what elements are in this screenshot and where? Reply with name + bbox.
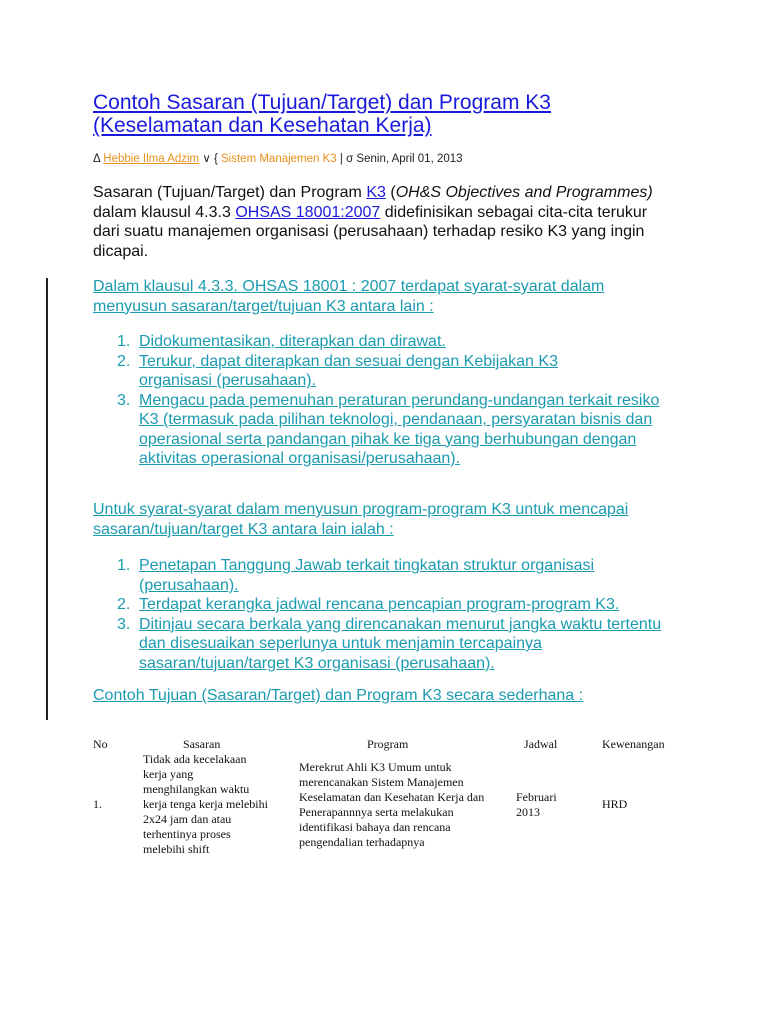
cell-kewenangan: HRD: [602, 797, 628, 811]
k3-program-table: [93, 737, 682, 857]
list-number: 2.: [117, 352, 131, 370]
intro-text-1: Sasaran (Tujuan/Target) dan Program: [93, 184, 367, 201]
list-number: 3.: [117, 391, 131, 409]
intro-text-4: didefinisikan sebagai cita-cita terukur dari suatu manajemen organisasi (perusahaan) terhadap resiko K3 yang ingin dicapai.: [93, 203, 648, 260]
list-number: 2.: [117, 596, 131, 613]
list-item[interactable]: [93, 391, 683, 469]
author-link[interactable]: Hebbie Ilma Adzim: [103, 153, 200, 165]
list-item-text: Penetapan Tanggung Jawab terkait tingkatan struktur organisasi (perusahaan).: [139, 557, 595, 594]
date-icon: σ: [346, 153, 354, 165]
section1-list: [93, 332, 683, 469]
col-header-no: No: [93, 737, 108, 751]
list-item-text: Didokumentasikan, diterapkan dan dirawat.: [139, 333, 446, 350]
intro-text-2: (: [385, 184, 396, 201]
list-item[interactable]: [93, 615, 683, 674]
list-item[interactable]: [93, 332, 683, 352]
cell-jadwal-text: Februari 2013: [516, 789, 557, 819]
cell-program: [299, 752, 516, 857]
cell-program-text: Merekrut Ahli K3 Umum untuk merencanakan Sistem Manajemen Keselamatan dan Kesehatan Kerja dan Penerapannnya serta melakukan identifikasi bahaya dan rencana pengendalian terhadapnya: [299, 759, 485, 849]
category-icon: ∨ {: [202, 153, 218, 165]
list-item-text: Terdapat kerangka jadwal rencana pencapian program-program K3.: [139, 596, 620, 613]
category-link[interactable]: Sistem Manajemen K3: [221, 153, 337, 165]
list-item[interactable]: [93, 556, 683, 595]
meta-separator: |: [339, 153, 343, 165]
section2-heading[interactable]: Untuk syarat-syarat dalam menyusun program-program K3 untuk mencapai sasaran/tujuan/target K3 antara lain ialah :: [93, 501, 629, 538]
col-header-kewenangan: Kewenangan: [602, 737, 665, 751]
intro-italic: OH&S Objectives and Programmes): [395, 184, 653, 201]
list-item-text: Ditinjau secara berkala yang direncanakan menurut jangka waktu tertentu dan disesuaikan seperlunya untuk menjamin tercapainya sasaran/tujuan/target K3 organisasi (perusahaan).: [139, 615, 662, 672]
intro-paragraph: [93, 183, 653, 261]
post-date: Senin, April 01, 2013: [356, 153, 463, 165]
section2-list: [93, 556, 683, 673]
k3-link[interactable]: K3: [366, 184, 386, 201]
cell-no: 1.: [93, 797, 102, 811]
table-row: [93, 752, 682, 857]
author-icon: Δ: [93, 153, 101, 165]
col-header-program: Program: [367, 737, 409, 751]
section3-heading[interactable]: Contoh Tujuan (Sasaran/Target) dan Program K3 secara sederhana :: [93, 687, 584, 704]
intro-text-3: dalam klausul 4.3.3: [93, 203, 236, 221]
article-title[interactable]: Contoh Sasaran (Tujuan/Target) dan Program K3 (Keselamatan dan Kesehatan Kerja): [93, 91, 551, 137]
cell-jadwal: [516, 752, 602, 857]
left-margin-bar: [46, 278, 48, 720]
list-item-text: Terukur, dapat diterapkan dan sesuai dengan Kebijakan K3 organisasi (perusahaan).: [139, 352, 558, 389]
list-item[interactable]: [93, 595, 683, 615]
cell-sasaran: [143, 752, 299, 857]
table-header-row: [93, 737, 682, 752]
section1-heading[interactable]: Dalam klausul 4.3.3. OHSAS 18001 : 2007 terdapat syarat-syarat dalam menyusun sasaran/target/tujuan K3 antara lain :: [93, 278, 605, 315]
ohsas-link[interactable]: OHSAS 18001:2007: [235, 203, 381, 221]
post-meta: [93, 151, 463, 165]
cell-sasaran-text: Tidak ada kecelakaan kerja yang menghilangkan waktu kerja tenga kerja melebihi 2x24 jam dan atau terhentinya proses melebihi shift: [143, 752, 268, 856]
list-number: 1.: [117, 333, 131, 350]
list-number: 3.: [117, 615, 131, 633]
col-header-sasaran: Sasaran: [183, 737, 221, 751]
list-number: 1.: [117, 557, 131, 574]
col-header-jadwal: Jadwal: [524, 737, 558, 751]
list-item[interactable]: [93, 352, 683, 391]
list-item-text: Mengacu pada pemenuhan peraturan perundang-undangan terkait resiko K3 (termasuk pada pilihan teknologi, pendanaan, persyaratan bisnis dan operasional serta pandangan pihak ke tiga yang berhubungan dengan aktivitas operasional organisasi/perusahaan).: [139, 391, 660, 467]
